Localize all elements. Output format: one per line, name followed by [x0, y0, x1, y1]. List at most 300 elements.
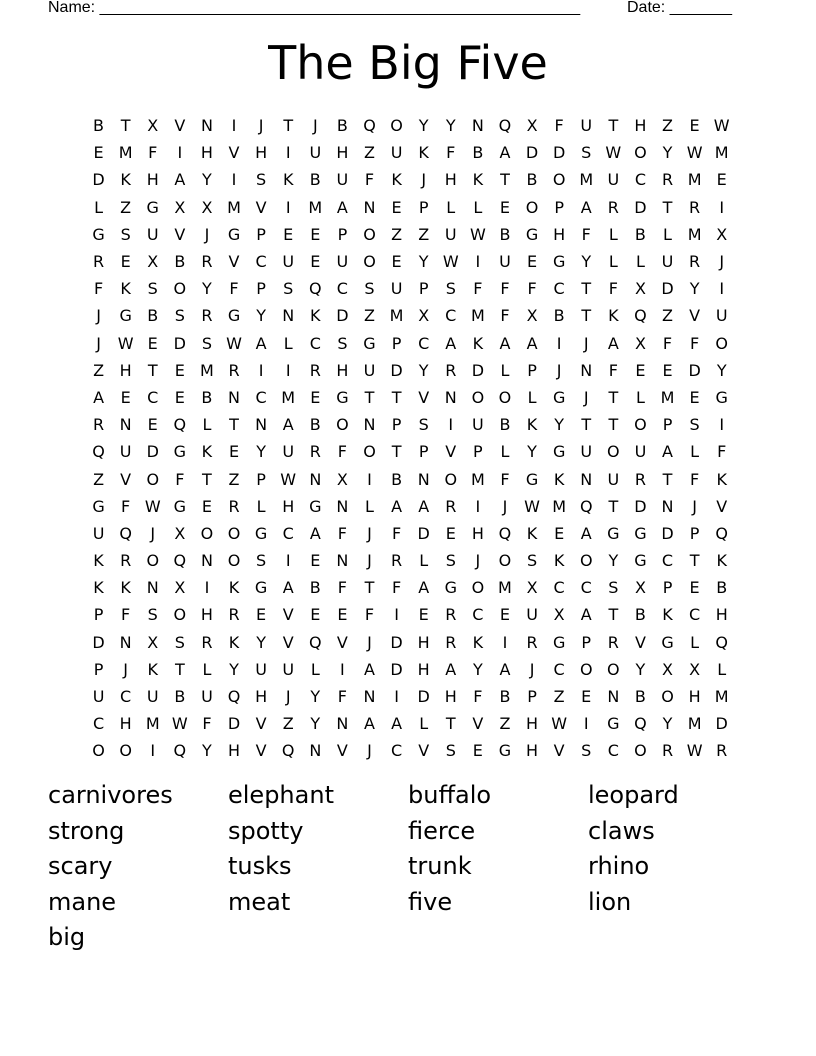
grid-letter: W: [551, 714, 568, 734]
grid-letter: R: [120, 551, 132, 571]
grid-letter: L: [419, 714, 429, 734]
grid-letter: O: [173, 605, 187, 625]
grid-letter: T: [445, 714, 456, 734]
grid-letter: J: [96, 306, 101, 326]
grid-letter: F: [446, 143, 456, 163]
grid-letter: E: [526, 252, 538, 272]
grid-letter: D: [417, 523, 430, 543]
grid-letter: Y: [202, 170, 212, 190]
grid-letter: M: [281, 387, 296, 407]
grid-letter: A: [445, 333, 457, 353]
grid-letter: T: [608, 116, 619, 136]
grid-letter: U: [444, 224, 457, 244]
grid-letter: O: [200, 523, 214, 543]
grid-letter: B: [174, 252, 186, 272]
grid-letter: I: [394, 687, 399, 707]
grid-letter: M: [498, 578, 512, 598]
grid-letter: B: [472, 143, 484, 163]
grid-letter: T: [174, 659, 185, 679]
grid-letter: F: [364, 170, 375, 190]
grid-letter: Y: [310, 687, 321, 707]
grid-letter: S: [337, 333, 348, 353]
grid-letter: T: [364, 387, 375, 407]
grid-letter: Z: [553, 687, 565, 707]
grid-letter: A: [282, 415, 294, 435]
grid-letter: K: [553, 551, 565, 571]
grid-letter: F: [337, 442, 347, 462]
grid-letter: T: [283, 116, 294, 136]
grid-letter: H: [526, 741, 539, 761]
grid-letter: U: [526, 605, 538, 625]
grid-letter: Y: [689, 279, 700, 299]
grid-letter: D: [390, 360, 403, 380]
grid-letter: X: [526, 306, 538, 326]
grid-letter: E: [391, 197, 402, 217]
grid-letter: H: [146, 170, 159, 190]
grid-letter: C: [580, 578, 592, 598]
grid-letter: R: [391, 551, 403, 571]
grid-letter: K: [201, 442, 213, 462]
grid-letter: N: [363, 197, 376, 217]
grid-letter: G: [444, 578, 457, 598]
grid-letter: S: [445, 279, 456, 299]
grid-letter: D: [336, 306, 349, 326]
grid-letter: V: [255, 714, 267, 734]
grid-letter: F: [608, 360, 618, 380]
grid-letter: S: [283, 279, 294, 299]
grid-letter: R: [228, 605, 240, 625]
grid-letter: P: [93, 659, 104, 679]
grid-letter: S: [120, 224, 131, 244]
grid-letter: J: [204, 224, 210, 244]
grid-letter: Z: [391, 224, 403, 244]
grid-letter: I: [231, 116, 237, 136]
grid-letter: Z: [499, 714, 511, 734]
grid-letter: V: [174, 224, 186, 244]
grid-letter: U: [390, 279, 403, 299]
grid-letter: E: [310, 605, 321, 625]
grid-letter: M: [308, 197, 323, 217]
grid-letter: B: [526, 170, 538, 190]
grid-letter: X: [147, 632, 159, 652]
grid-letter: S: [445, 551, 456, 571]
grid-letter: Y: [310, 714, 321, 734]
grid-letter: R: [689, 252, 701, 272]
grid-letter: M: [470, 306, 485, 326]
grid-letter: K: [716, 551, 727, 571]
grid-letter: X: [634, 333, 646, 353]
grid-letter: J: [123, 659, 128, 679]
grid-letter: U: [282, 659, 295, 679]
grid-letter: U: [282, 252, 295, 272]
grid-letter: R: [634, 469, 646, 489]
grid-letter: E: [635, 360, 646, 380]
grid-letter: S: [174, 632, 185, 652]
grid-letter: U: [336, 252, 349, 272]
grid-letter: M: [687, 224, 702, 244]
grid-letter: U: [715, 306, 728, 326]
grid-letter: Y: [581, 252, 592, 272]
grid-letter: Z: [364, 306, 375, 326]
grid-letter: G: [498, 741, 512, 761]
grid-letter: P: [581, 632, 592, 652]
grid-letter: J: [583, 333, 589, 353]
grid-letter: O: [363, 252, 376, 272]
grid-letter: P: [662, 415, 673, 435]
grid-letter: U: [363, 360, 376, 380]
grid-letter: O: [471, 387, 485, 407]
grid-letter: C: [689, 605, 701, 625]
grid-letter: H: [200, 605, 213, 625]
grid-letter: Q: [309, 632, 322, 652]
grid-letter: T: [662, 469, 673, 489]
grid-letter: G: [92, 224, 105, 244]
grid-letter: T: [581, 415, 592, 435]
grid-letter: F: [337, 687, 347, 707]
grid-letter: V: [282, 605, 294, 625]
grid-letter: O: [607, 659, 620, 679]
grid-letter: D: [552, 143, 566, 163]
grid-letter: W: [171, 714, 188, 734]
grid-letter: F: [121, 605, 131, 625]
grid-letter: N: [336, 496, 349, 516]
grid-letter: T: [608, 415, 619, 435]
grid-letter: A: [418, 578, 430, 598]
grid-letter: O: [607, 442, 620, 462]
grid-letter: H: [255, 143, 268, 163]
grid-letter: F: [391, 578, 402, 598]
grid-letter: Q: [363, 116, 376, 136]
grid-letter: R: [228, 496, 240, 516]
grid-letter: O: [579, 659, 593, 679]
grid-letter: P: [689, 523, 700, 543]
grid-letter: N: [309, 469, 322, 489]
grid-letter: O: [119, 741, 132, 761]
grid-letter: L: [256, 496, 266, 516]
grid-letter: K: [662, 605, 673, 625]
grid-letter: J: [475, 551, 481, 571]
grid-letter: T: [500, 170, 510, 190]
grid-letter: W: [524, 496, 540, 516]
grid-letter: L: [473, 197, 483, 217]
grid-letter: A: [580, 197, 592, 217]
grid-letter: M: [579, 170, 594, 190]
grid-letter: I: [367, 469, 372, 489]
grid-letter: Z: [93, 469, 105, 489]
grid-letter: H: [471, 523, 484, 543]
grid-letter: T: [662, 197, 673, 217]
grid-letter: B: [174, 687, 186, 707]
grid-letter: C: [661, 551, 674, 571]
grid-letter: X: [716, 224, 728, 244]
grid-letter: V: [174, 116, 186, 136]
grid-letter: Y: [445, 116, 456, 136]
grid-letter: K: [120, 279, 131, 299]
grid-letter: H: [688, 687, 701, 707]
grid-letter: M: [687, 170, 702, 190]
grid-letter: K: [526, 415, 538, 435]
grid-letter: B: [716, 578, 728, 598]
grid-letter: T: [689, 551, 700, 571]
grid-letter: P: [554, 197, 564, 217]
grid-letter: E: [120, 387, 131, 407]
grid-letter: H: [526, 714, 539, 734]
grid-letter: W: [280, 469, 297, 489]
grid-letter: U: [580, 116, 593, 136]
grid-letter: Y: [635, 659, 646, 679]
grid-letter: L: [608, 252, 618, 272]
grid-letter: M: [118, 143, 133, 163]
grid-letter: C: [634, 170, 646, 190]
grid-letter: Y: [662, 143, 673, 163]
grid-letter: L: [500, 442, 510, 462]
grid-letter: P: [391, 333, 402, 353]
grid-letter: Q: [173, 741, 187, 761]
grid-letter: B: [499, 415, 511, 435]
word-list-item: carnivores: [48, 781, 173, 809]
grid-letter: J: [312, 116, 318, 136]
grid-letter: M: [227, 197, 241, 217]
grid-letter: Y: [256, 306, 266, 326]
grid-letter: H: [119, 714, 132, 734]
grid-letter: D: [173, 333, 186, 353]
grid-letter: T: [391, 442, 402, 462]
grid-letter: P: [418, 442, 429, 462]
grid-letter: L: [419, 551, 429, 571]
word-list-item: elephant: [228, 781, 334, 809]
grid-letter: D: [661, 523, 674, 543]
grid-letter: P: [527, 687, 537, 707]
grid-letter: G: [363, 333, 376, 353]
grid-letter: N: [417, 469, 430, 489]
grid-letter: F: [202, 714, 212, 734]
grid-letter: I: [556, 333, 562, 353]
grid-letter: N: [119, 415, 132, 435]
grid-letter: I: [719, 197, 725, 217]
grid-letter: B: [147, 306, 159, 326]
grid-letter: K: [418, 143, 429, 163]
grid-letter: F: [500, 306, 510, 326]
grid-letter: G: [634, 551, 647, 571]
grid-letter: N: [363, 415, 376, 435]
word-list-item: leopard: [588, 781, 679, 809]
grid-letter: I: [231, 170, 237, 190]
grid-letter: A: [418, 496, 430, 516]
grid-letter: B: [201, 387, 213, 407]
grid-letter: C: [92, 714, 105, 734]
grid-letter: A: [526, 333, 538, 353]
grid-letter: P: [256, 469, 266, 489]
grid-letter: J: [556, 360, 562, 380]
grid-letter: D: [92, 170, 105, 190]
grid-letter: W: [605, 143, 622, 163]
grid-letter: V: [336, 632, 348, 652]
grid-letter: J: [421, 170, 427, 190]
grid-letter: R: [92, 252, 105, 272]
grid-letter: O: [336, 415, 349, 435]
grid-letter: Z: [93, 360, 105, 380]
grid-letter: P: [391, 415, 402, 435]
grid-letter: D: [146, 442, 159, 462]
grid-letter: G: [607, 523, 620, 543]
grid-letter: I: [448, 415, 454, 435]
grid-letter: X: [418, 306, 430, 326]
grid-letter: G: [607, 714, 620, 734]
word-list-item: buffalo: [408, 781, 492, 809]
grid-letter: E: [716, 170, 727, 190]
word-list-item: scary: [48, 852, 113, 880]
grid-letter: T: [581, 279, 592, 299]
grid-letter: Q: [634, 306, 647, 326]
grid-letter: V: [120, 469, 132, 489]
grid-letter: I: [583, 714, 589, 734]
grid-letter: X: [336, 469, 348, 489]
grid-letter: P: [473, 442, 483, 462]
word-list-item: rhino: [588, 852, 650, 880]
grid-letter: A: [580, 605, 592, 625]
grid-letter: H: [119, 360, 132, 380]
grid-letter: T: [608, 496, 619, 516]
grid-letter: L: [202, 415, 212, 435]
grid-letter: I: [475, 252, 481, 272]
grid-letter: U: [390, 143, 403, 163]
grid-letter: G: [254, 578, 268, 598]
grid-letter: E: [147, 415, 158, 435]
grid-letter: C: [472, 605, 484, 625]
grid-letter: T: [229, 415, 239, 435]
grid-letter: S: [689, 415, 700, 435]
grid-letter: L: [365, 496, 374, 516]
grid-letter: F: [229, 279, 239, 299]
grid-letter: M: [389, 306, 404, 326]
grid-letter: J: [719, 252, 725, 272]
grid-letter: G: [634, 523, 647, 543]
grid-letter: V: [282, 632, 294, 652]
grid-letter: J: [367, 523, 372, 543]
grid-letter: I: [719, 415, 725, 435]
grid-letter: P: [662, 578, 673, 598]
date-field-label: Date: _______: [627, 0, 732, 16]
grid-letter: V: [689, 306, 701, 326]
grid-letter: E: [445, 523, 456, 543]
grid-letter: I: [340, 659, 345, 679]
grid-letter: G: [552, 442, 566, 462]
grid-letter: C: [282, 523, 294, 543]
grid-letter: S: [256, 170, 267, 190]
grid-letter: Z: [662, 116, 673, 136]
grid-letter: C: [309, 333, 321, 353]
grid-letter: O: [363, 224, 376, 244]
name-field-label: Name: ______________________________________________________: [48, 0, 581, 16]
grid-letter: A: [499, 659, 511, 679]
grid-letter: H: [553, 224, 566, 244]
word-list-item: strong: [48, 816, 125, 845]
grid-letter: K: [472, 632, 484, 652]
grid-letter: N: [282, 306, 295, 326]
grid-letter: F: [121, 496, 131, 516]
grid-letter: B: [634, 605, 646, 625]
grid-letter: T: [391, 387, 402, 407]
grid-letter: I: [177, 143, 183, 163]
grid-letter: G: [336, 387, 349, 407]
grid-letter: Z: [282, 714, 294, 734]
word-list-item: big: [48, 923, 86, 951]
grid-letter: E: [120, 252, 131, 272]
grid-letter: H: [255, 687, 268, 707]
grid-letter: R: [201, 306, 213, 326]
grid-letter: R: [228, 360, 240, 380]
grid-letter: N: [200, 551, 213, 571]
grid-letter: C: [147, 387, 159, 407]
grid-letter: N: [309, 741, 322, 761]
grid-letter: B: [93, 116, 105, 136]
grid-letter: C: [553, 279, 565, 299]
grid-letter: R: [445, 360, 457, 380]
grid-letter: L: [310, 659, 320, 679]
grid-letter: N: [580, 469, 593, 489]
grid-letter: U: [309, 143, 322, 163]
grid-letter: F: [717, 442, 727, 462]
grid-letter: Y: [418, 116, 429, 136]
grid-letter: W: [713, 116, 730, 136]
grid-letter: F: [337, 578, 347, 598]
grid-letter: N: [471, 116, 484, 136]
word-list-item: fierce: [408, 816, 476, 845]
grid-letter: S: [445, 741, 456, 761]
grid-letter: I: [204, 578, 210, 598]
grid-letter: V: [228, 143, 240, 163]
grid-letter: E: [283, 224, 294, 244]
word-list-item: meat: [228, 887, 291, 916]
grid-letter: L: [690, 632, 700, 652]
grid-letter: X: [174, 578, 186, 598]
grid-letter: N: [228, 387, 240, 407]
grid-letter: O: [634, 143, 647, 163]
grid-letter: J: [150, 523, 156, 543]
grid-letter: Y: [418, 360, 429, 380]
grid-letter: I: [719, 279, 725, 299]
grid-letter: J: [502, 496, 508, 516]
grid-letter: O: [579, 551, 593, 571]
grid-letter: F: [554, 116, 564, 136]
grid-letter: J: [258, 116, 264, 136]
grid-letter: T: [120, 116, 131, 136]
grid-letter: T: [147, 360, 158, 380]
grid-letter: P: [418, 197, 429, 217]
grid-letter: S: [174, 306, 185, 326]
grid-letter: Q: [92, 442, 105, 462]
grid-letter: F: [527, 279, 537, 299]
grid-letter: U: [146, 224, 159, 244]
grid-letter: B: [336, 116, 348, 136]
grid-letter: Y: [527, 442, 537, 462]
grid-letter: A: [580, 523, 592, 543]
grid-letter: Q: [634, 714, 647, 734]
grid-letter: C: [255, 252, 267, 272]
grid-letter: I: [394, 605, 399, 625]
word-list-item: lion: [588, 887, 632, 916]
grid-letter: U: [634, 442, 647, 462]
word-search-grid: [85, 112, 735, 765]
grid-letter: Q: [498, 116, 512, 136]
grid-letter: A: [282, 578, 294, 598]
grid-letter: L: [690, 442, 700, 462]
grid-letter: E: [689, 578, 700, 598]
grid-letter: W: [226, 333, 242, 353]
grid-letter: X: [526, 116, 538, 136]
grid-letter: E: [310, 387, 321, 407]
grid-letter: O: [525, 197, 539, 217]
